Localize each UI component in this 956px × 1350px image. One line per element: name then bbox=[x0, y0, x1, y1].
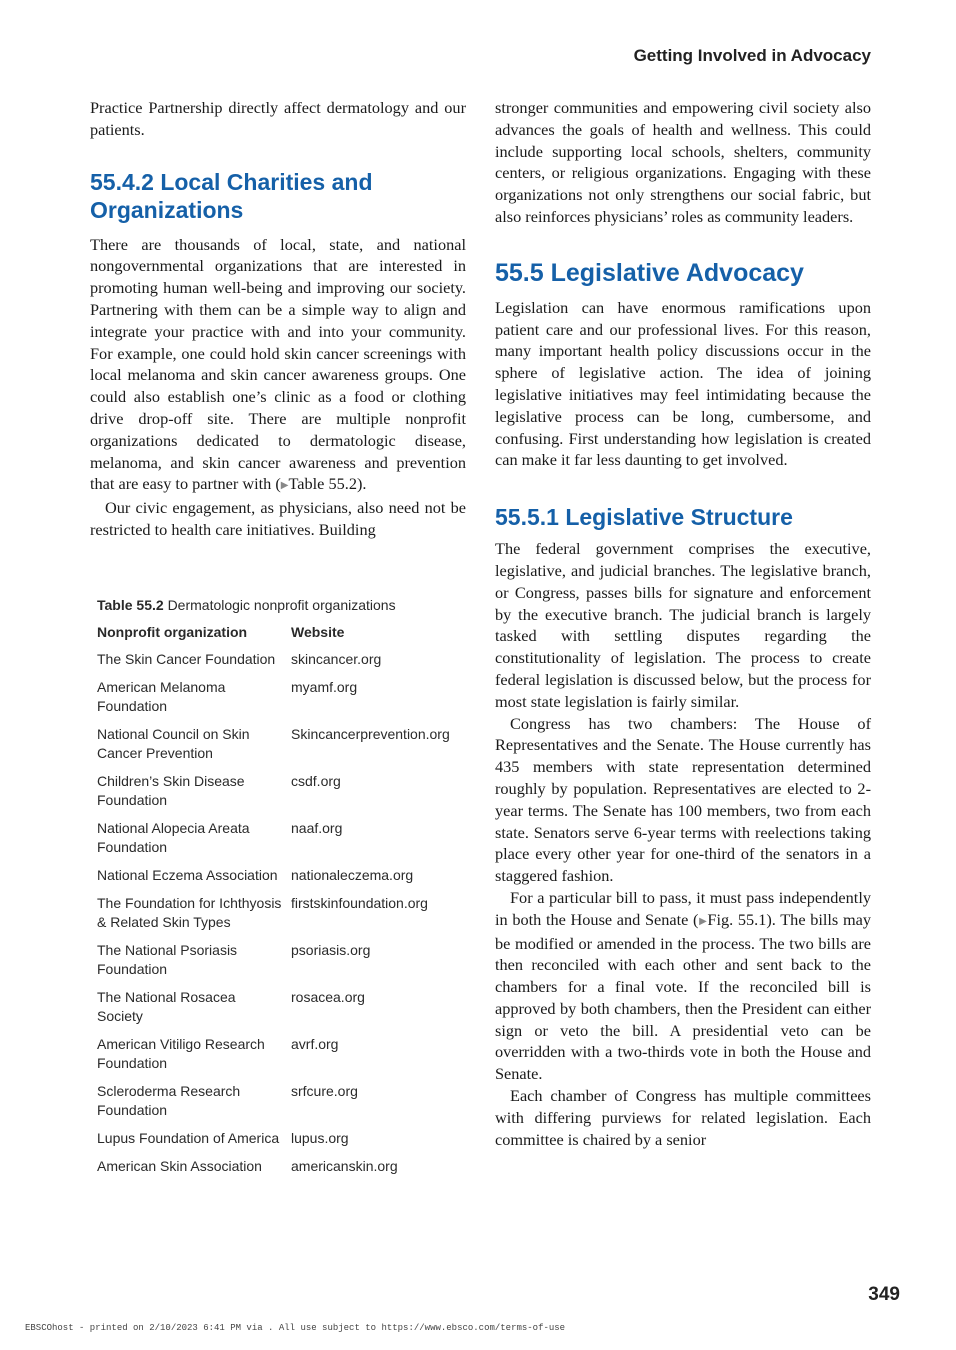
organization-name: The Skin Cancer Foundation bbox=[97, 651, 276, 667]
table-row bbox=[97, 894, 467, 941]
cross-reference-arrow-icon: ▶ bbox=[698, 915, 708, 927]
table-label: Table 55.2 bbox=[97, 597, 164, 613]
paragraph-text: There are thousands of local, state, and national nongovernmental organizations that are interested in promoting human well-being and improving our society. Partnering with them can be a simple way to align and integrate your practice with and into your community. For example, one could hold skin cancer screenings with local melanoma and skin cancer awareness groups. One could also establish one’s clinic as a food or clothing drive drop-off site. There are multiple nonprofit organizations dedicated to dermatologic disease, melanoma, and skin cancer awareness and prevention that are easy to partner with ( bbox=[90, 234, 466, 494]
paragraph-legislative-advocacy: Legislation can have enormous ramifications upon patient care and our professional lives. For this reason, many important health policy discussions occur in the sphere of legislative action. The idea of joining legislative initiatives may feel intimidating because the legislative process can be long, cumbersome, and confusing. First understanding how legislation is created can make it far less daunting to get involved. bbox=[495, 297, 871, 470]
heading-legislative-structure: 55.5.1 Legislative Structure bbox=[495, 504, 793, 531]
page-number: 349 bbox=[868, 1284, 900, 1305]
table-row bbox=[97, 725, 467, 772]
organization-name: American Melanoma Foundation bbox=[97, 679, 226, 714]
table-reference-link[interactable]: Table 55.2 bbox=[288, 474, 357, 494]
organization-name: American Skin Association bbox=[97, 1158, 262, 1174]
figure-reference-link[interactable]: Fig. 55.1 bbox=[707, 909, 767, 929]
table-row bbox=[97, 678, 467, 725]
nonprofit-table-block bbox=[97, 596, 467, 1185]
table-row bbox=[97, 1082, 467, 1129]
organization-name: The Foundation for Ichthyosis & Related Skin Types bbox=[97, 895, 282, 930]
table-header-row bbox=[97, 623, 467, 650]
footer-print-notice: EBSCOhost - printed on 2/10/2023 6:41 PM via . All use subject to https://www.ebsco.com/terms-of-use bbox=[25, 1323, 566, 1333]
paragraph-bill-passage bbox=[495, 887, 871, 1085]
column-header-website: Website bbox=[291, 624, 345, 640]
nonprofit-table bbox=[97, 623, 467, 1185]
organization-name: The National Rosacea Society bbox=[97, 989, 236, 1024]
organization-name: Children’s Skin Disease Foundation bbox=[97, 773, 245, 808]
table-row bbox=[97, 941, 467, 988]
table-row bbox=[97, 1035, 467, 1082]
organization-name: Scleroderma Research Foundation bbox=[97, 1083, 241, 1118]
table-row bbox=[97, 772, 467, 819]
website-link[interactable]: csdf.org bbox=[291, 773, 341, 789]
paragraph-intro: Practice Partnership directly affect dermatology and our patients. bbox=[90, 98, 466, 139]
table-row bbox=[97, 650, 467, 678]
website-link[interactable]: srfcure.org bbox=[291, 1083, 358, 1099]
table-caption-text: Dermatologic nonprofit organizations bbox=[167, 597, 396, 613]
website-link[interactable]: nationaleczema.org bbox=[291, 867, 414, 883]
table-row bbox=[97, 819, 467, 866]
website-link[interactable]: myamf.org bbox=[291, 679, 358, 695]
running-head: Getting Involved in Advocacy bbox=[633, 46, 871, 65]
paragraph-text: ). The bills may be modified or amended in the process. The two bills are then reconciled with each other and sent back to the chambers for a final vote. If the reconciled bill is approved by both chambers, then the President can either sign or veto the bill. A presidential veto can be overridden with a two-thirds vote in both the House and Senate. bbox=[495, 909, 871, 1084]
website-link[interactable]: avrf.org bbox=[291, 1036, 339, 1052]
left-column bbox=[90, 97, 466, 541]
paragraph-text: For a particular bill to pass, it must pass independently in both the House and Senate ( bbox=[495, 887, 871, 929]
column-header-organization: Nonprofit organization bbox=[97, 624, 248, 640]
paragraph-civic-engagement: Our civic engagement, as physicians, also need not be restricted to health care initiatives. Building bbox=[90, 498, 466, 539]
website-link[interactable]: skincancer.org bbox=[291, 651, 382, 667]
paragraph-local-charities bbox=[90, 234, 466, 498]
website-link[interactable]: americanskin.org bbox=[291, 1158, 398, 1174]
organization-name: American Vitiligo Research Foundation bbox=[97, 1036, 265, 1071]
paragraph-civil-society: stronger communities and empowering civil society also advances the goals of health and wellness. This could include supporting local schools, shelters, community centers, or religious organizations. Engaging with these organizations not only strengthens our social fabric, but also reinforces physicians’ roles as community leaders. bbox=[495, 98, 871, 226]
heading-legislative-advocacy: 55.5 Legislative Advocacy bbox=[495, 258, 804, 287]
website-link[interactable]: rosacea.org bbox=[291, 989, 365, 1005]
website-link[interactable]: naaf.org bbox=[291, 820, 343, 836]
organization-name: National Eczema Association bbox=[97, 867, 278, 883]
organization-name: National Council on Skin Cancer Prevention bbox=[97, 726, 250, 761]
table-row bbox=[97, 1157, 467, 1185]
table-row bbox=[97, 988, 467, 1035]
website-link[interactable]: psoriasis.org bbox=[291, 942, 371, 958]
paragraph-congress-chambers: Congress has two chambers: The House of Representatives and the Senate. The House currently has 435 members with state representation determined roughly by population. Representatives are elected to 2-year terms. The Senate has 100 members, two from each state. Senators serve 6-year terms with reelections taking place every other year for one-third of the senators in a staggered fashion. bbox=[495, 713, 871, 886]
table-row bbox=[97, 1129, 467, 1157]
paragraph-text: ). bbox=[356, 474, 367, 494]
heading-local-charities: 55.4.2 Local Charities and Organizations bbox=[90, 168, 373, 223]
right-column bbox=[495, 97, 871, 1150]
table-row bbox=[97, 866, 467, 894]
website-link[interactable]: Skincancerprevention.org bbox=[291, 726, 450, 742]
cross-reference-arrow-icon: ▶ bbox=[280, 480, 289, 492]
organization-name: The National Psoriasis Foundation bbox=[97, 942, 238, 977]
table-caption bbox=[97, 596, 467, 615]
paragraph-committees: Each chamber of Congress has multiple committees with differing purviews for related legislation. Each committee is chaired by a senior bbox=[495, 1086, 871, 1149]
organization-name: National Alopecia Areata Foundation bbox=[97, 820, 250, 855]
website-link[interactable]: firstskinfoundation.org bbox=[291, 895, 428, 911]
organization-name: Lupus Foundation of America bbox=[97, 1130, 280, 1146]
website-link[interactable]: lupus.org bbox=[291, 1130, 349, 1146]
paragraph-federal-government: The federal government comprises the executive, legislative, and judicial branches. The legislative branch, or Congress, passes bills for signature and enforcement by the executive branch. The judicial branch is largely tasked with settling disputes regarding the constitutionality of legislation. The process to create federal legislation is discussed below, but the process for most state legislation is fairly similar. bbox=[495, 539, 871, 711]
